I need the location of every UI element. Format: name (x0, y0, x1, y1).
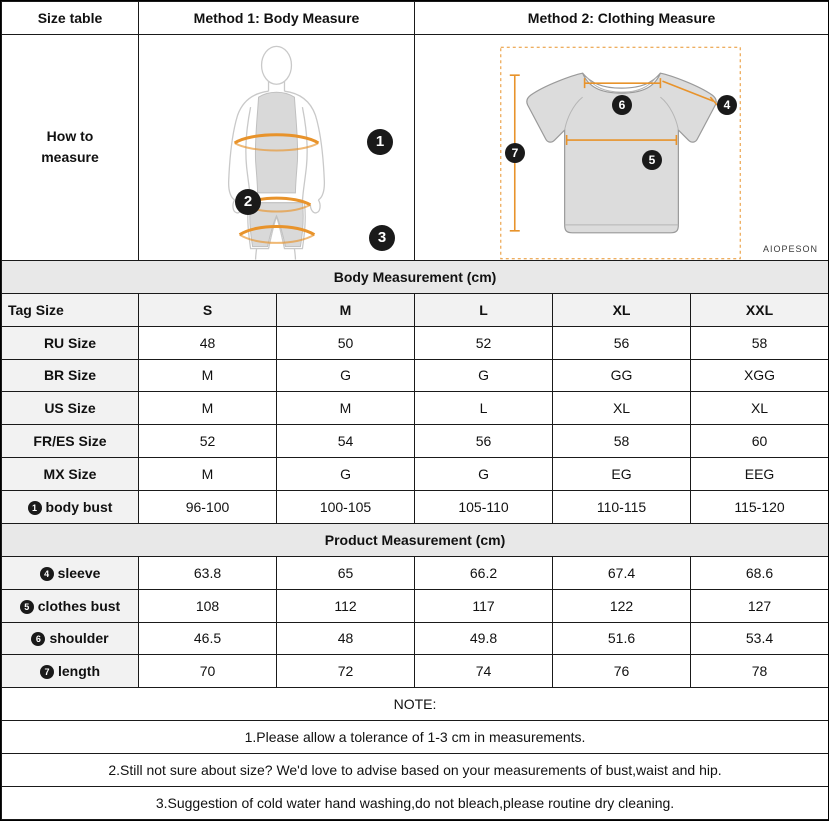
cell-sleeve-xxl: 68.6 (691, 556, 829, 589)
cell-sleeve-l: 66.2 (415, 556, 553, 589)
note-title-row (2, 688, 829, 721)
row-label-shoulder (2, 622, 139, 655)
bullet-icon-1: 1 (28, 501, 42, 515)
cell-bodybust-l: 105-110 (415, 491, 553, 524)
note-row (2, 721, 829, 754)
body-bullet-1: 1 (367, 129, 393, 155)
cell-clothesbust-m: 112 (277, 589, 415, 622)
cell-sleeve-xl: 67.4 (553, 556, 691, 589)
cell-fres-l: 56 (415, 425, 553, 458)
row-label-clothes-bust-text: clothes bust (37, 597, 121, 614)
product-section-title-row (2, 523, 829, 556)
row-label-fres-size: FR/ES Size (2, 425, 139, 458)
row-label-ru-size: RU Size (2, 326, 139, 359)
cell-bodybust-s: 96-100 (139, 491, 277, 524)
column-header-m: M (277, 293, 415, 326)
row-label-shoulder-text: shoulder (49, 630, 109, 647)
body-measure-figure (139, 34, 415, 260)
note-title: NOTE: (2, 688, 829, 721)
note-row (2, 754, 829, 787)
clothing-bullet-6: 6 (612, 95, 632, 115)
cell-length-l: 74 (415, 655, 553, 688)
cell-mx-s: M (139, 458, 277, 491)
cell-clothesbust-xxl: 127 (691, 589, 829, 622)
cell-length-xxl: 78 (691, 655, 829, 688)
row-label-clothes-bust (2, 589, 139, 622)
cell-ru-xxl: 58 (691, 326, 829, 359)
cell-us-xl: XL (553, 392, 691, 425)
clothing-bullet-7: 7 (505, 143, 525, 163)
table-row (2, 326, 829, 359)
row-label-body-bust-text: body bust (45, 498, 113, 515)
cell-length-s: 70 (139, 655, 277, 688)
cell-us-s: M (139, 392, 277, 425)
table-row (2, 359, 829, 392)
product-section-title: Product Measurement (cm) (2, 523, 829, 556)
table-row (2, 556, 829, 589)
body-bullet-2: 2 (235, 189, 261, 215)
cell-fres-m: 54 (277, 425, 415, 458)
method2-label: Method 2: Clothing Measure (415, 2, 829, 35)
cell-shoulder-xl: 51.6 (553, 622, 691, 655)
bullet-icon-5: 5 (20, 600, 34, 614)
clothing-bullet-5: 5 (642, 150, 662, 170)
cell-br-m: G (277, 359, 415, 392)
method1-label: Method 1: Body Measure (139, 2, 415, 35)
method-header-row (2, 2, 829, 35)
brand-watermark: AIOPESON (763, 243, 819, 254)
cell-mx-m: G (277, 458, 415, 491)
shirt-figure-svg (415, 35, 828, 260)
column-header-xxl: XXL (691, 293, 829, 326)
cell-length-xl: 76 (553, 655, 691, 688)
table-row (2, 491, 829, 524)
cell-sleeve-s: 63.8 (139, 556, 277, 589)
cell-clothesbust-s: 108 (139, 589, 277, 622)
column-header-l: L (415, 293, 553, 326)
table-row (2, 622, 829, 655)
cell-us-m: M (277, 392, 415, 425)
cell-sleeve-m: 65 (277, 556, 415, 589)
cell-br-xxl: XGG (691, 359, 829, 392)
cell-us-l: L (415, 392, 553, 425)
cell-br-s: M (139, 359, 277, 392)
table-row (2, 589, 829, 622)
row-label-us-size: US Size (2, 392, 139, 425)
cell-bodybust-xxl: 115-120 (691, 491, 829, 524)
figures-row (2, 34, 829, 260)
cell-clothesbust-l: 117 (415, 589, 553, 622)
cell-br-xl: GG (553, 359, 691, 392)
size-table-label: Size table (2, 2, 139, 35)
row-label-sleeve-text: sleeve (57, 564, 101, 581)
row-label-sleeve (2, 556, 139, 589)
cell-shoulder-xxl: 53.4 (691, 622, 829, 655)
clothing-bullet-4: 4 (717, 95, 737, 115)
row-label-mx-size: MX Size (2, 458, 139, 491)
table-row (2, 655, 829, 688)
table-row (2, 425, 829, 458)
table-row (2, 392, 829, 425)
bullet-icon-7: 7 (40, 665, 54, 679)
body-section-title: Body Measurement (cm) (2, 260, 829, 293)
column-header-tag-size: Tag Size (2, 293, 139, 326)
column-header-s: S (139, 293, 277, 326)
note-row (2, 786, 829, 819)
row-label-br-size: BR Size (2, 359, 139, 392)
cell-bodybust-xl: 110-115 (553, 491, 691, 524)
cell-mx-xl: EG (553, 458, 691, 491)
row-label-body-bust (2, 491, 139, 524)
cell-shoulder-s: 46.5 (139, 622, 277, 655)
cell-br-l: G (415, 359, 553, 392)
cell-shoulder-m: 48 (277, 622, 415, 655)
cell-us-xxl: XL (691, 392, 829, 425)
clothing-measure-figure (415, 34, 829, 260)
bullet-icon-4: 4 (40, 567, 54, 581)
cell-fres-s: 52 (139, 425, 277, 458)
cell-ru-s: 48 (139, 326, 277, 359)
body-bullet-3: 3 (369, 225, 395, 251)
how-to-measure-label (2, 34, 139, 260)
cell-mx-l: G (415, 458, 553, 491)
cell-ru-xl: 56 (553, 326, 691, 359)
column-header-xl: XL (553, 293, 691, 326)
cell-mx-xxl: EEG (691, 458, 829, 491)
row-label-length-text: length (58, 663, 100, 680)
how-to-line-1: How to (46, 128, 94, 145)
cell-bodybust-m: 100-105 (277, 491, 415, 524)
cell-ru-l: 52 (415, 326, 553, 359)
cell-fres-xxl: 60 (691, 425, 829, 458)
cell-shoulder-l: 49.8 (415, 622, 553, 655)
bullet-icon-6: 6 (31, 632, 45, 646)
note-line-2: 2.Still not sure about size? We'd love to advise based on your measurements of bust,waist and hip. (2, 754, 829, 787)
note-line-1: 1.Please allow a tolerance of 1-3 cm in measurements. (2, 721, 829, 754)
how-to-line-2: measure (41, 149, 99, 166)
row-label-length (2, 655, 139, 688)
body-columns-row (2, 293, 829, 326)
body-section-title-row (2, 260, 829, 293)
cell-length-m: 72 (277, 655, 415, 688)
size-chart-table (1, 1, 829, 820)
cell-fres-xl: 58 (553, 425, 691, 458)
cell-ru-m: 50 (277, 326, 415, 359)
note-line-3: 3.Suggestion of cold water hand washing,do not bleach,please routine dry cleaning. (2, 786, 829, 819)
cell-clothesbust-xl: 122 (553, 589, 691, 622)
table-row (2, 458, 829, 491)
